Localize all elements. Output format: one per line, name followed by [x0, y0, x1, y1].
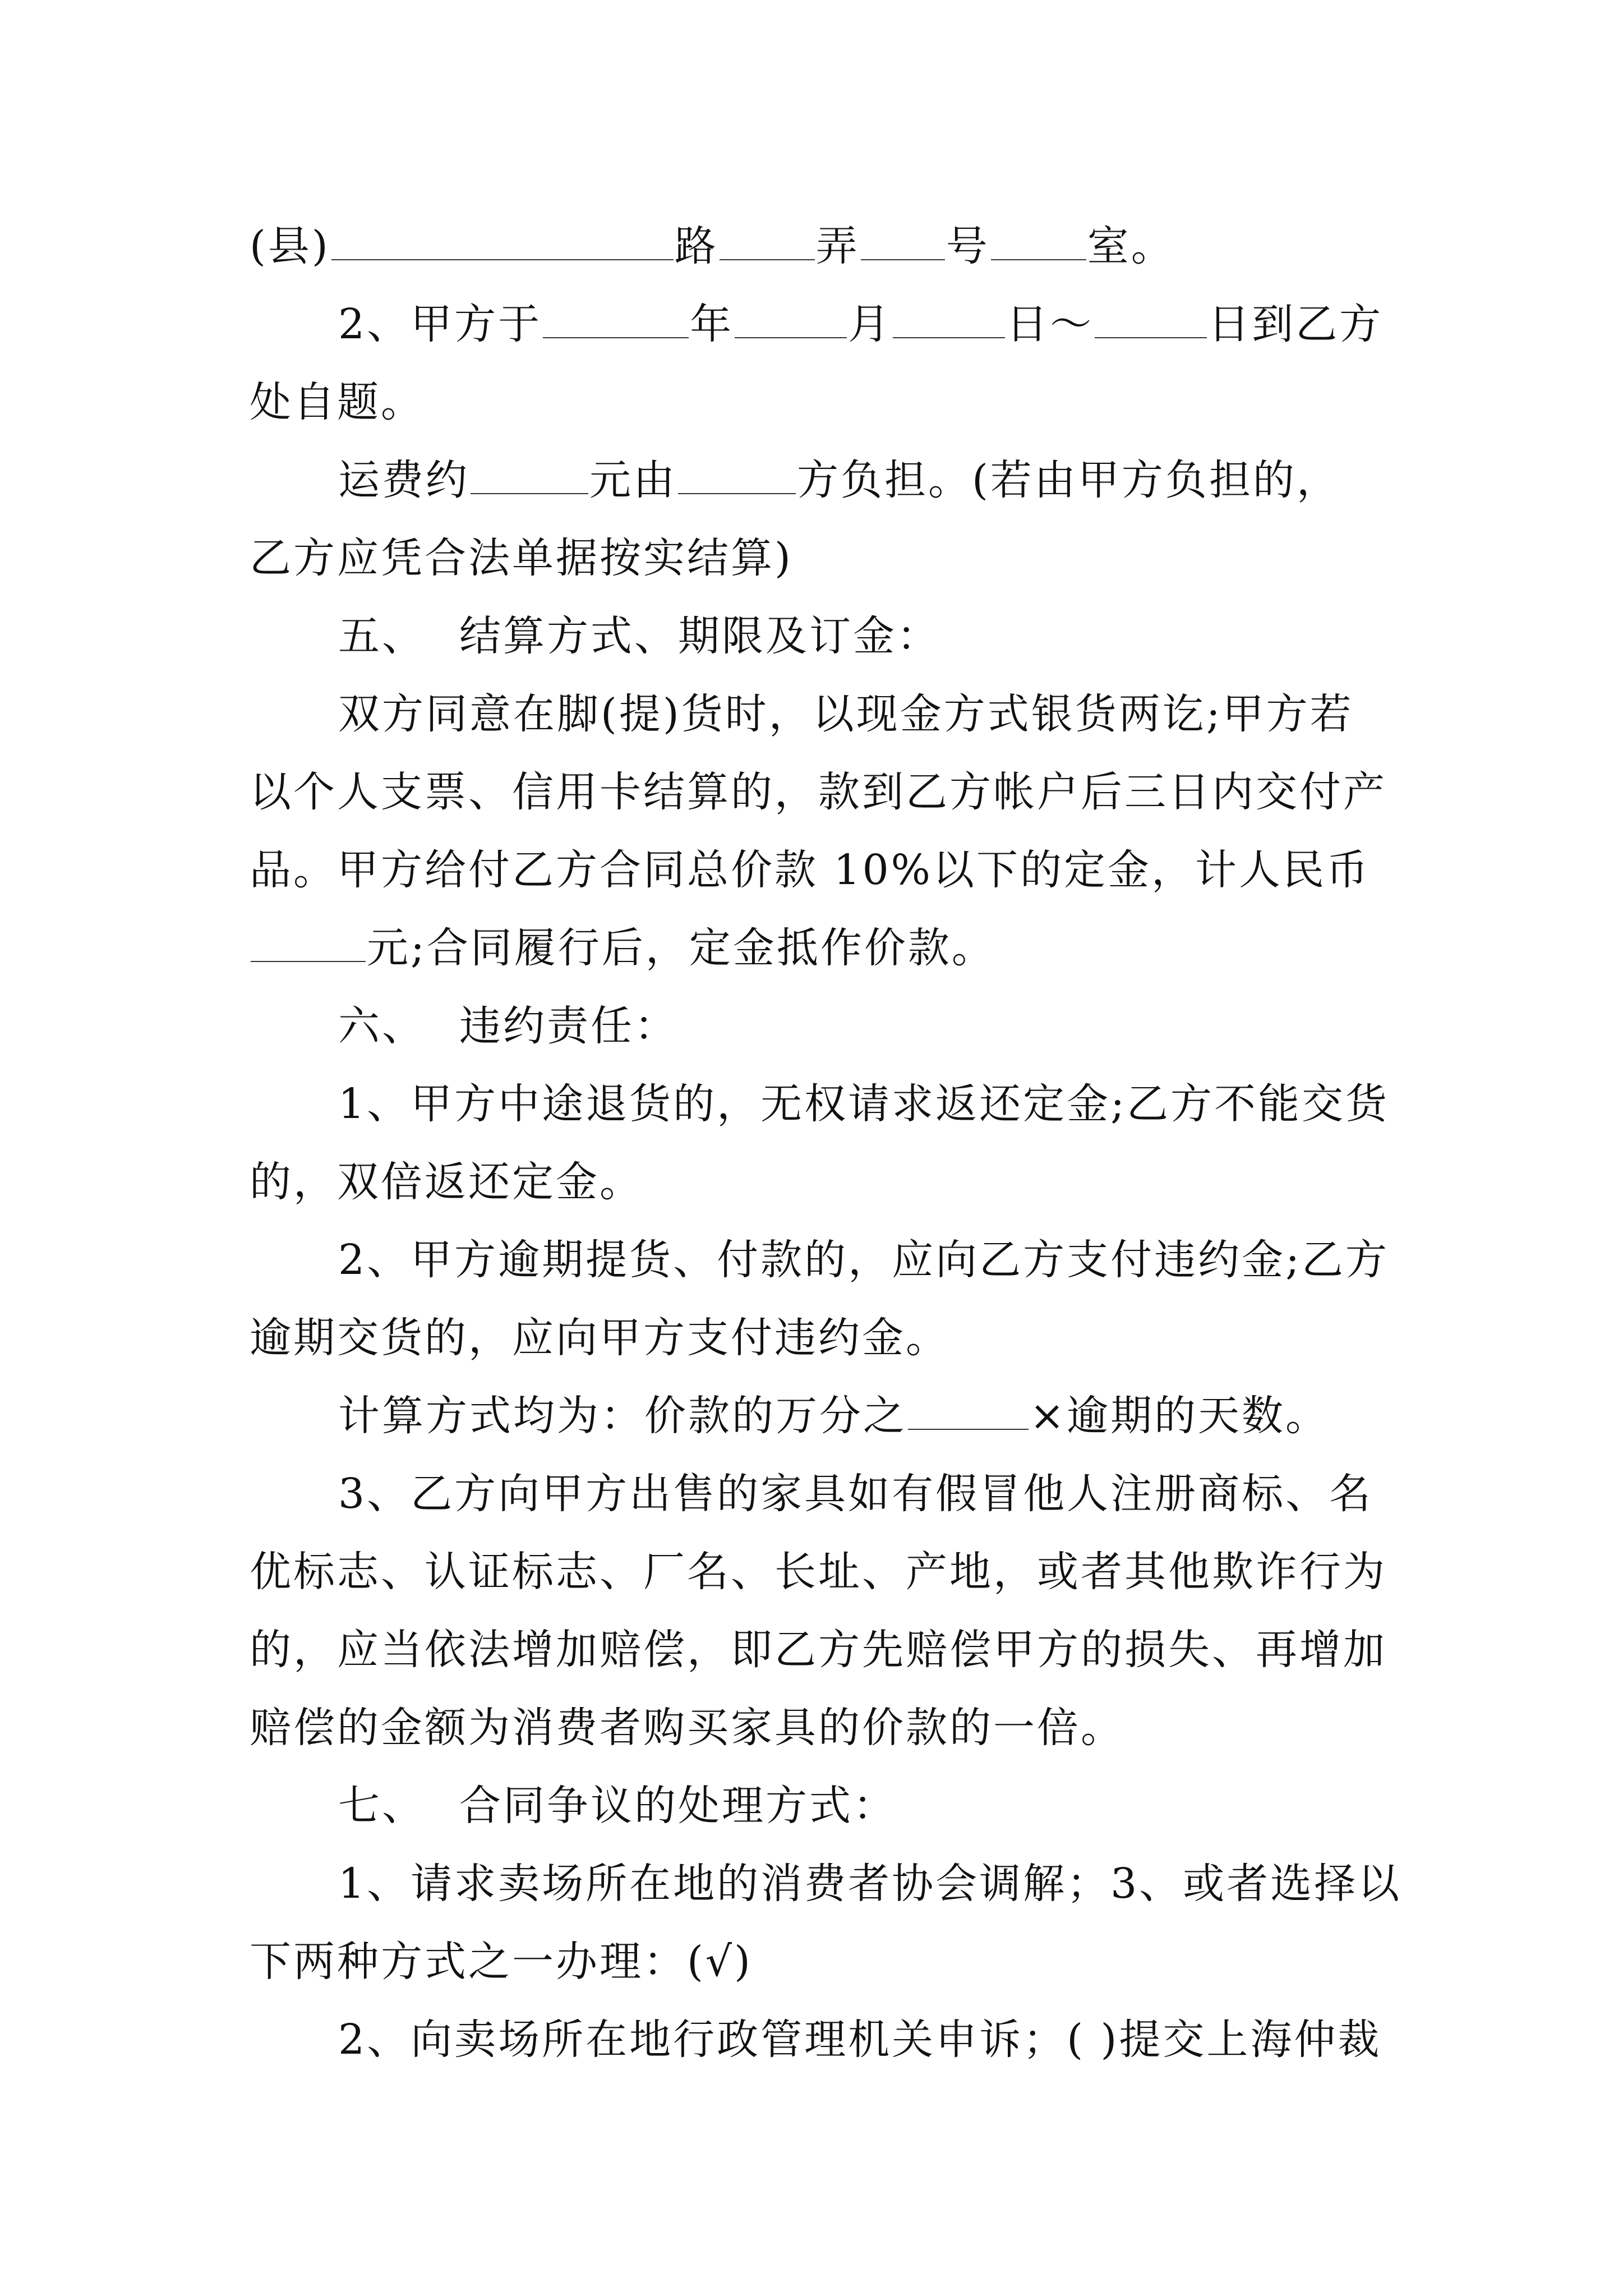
penalty-formula-line	[250, 1377, 1382, 1455]
section-6-title: 违约责任：	[459, 1002, 678, 1050]
freight-bear-text: 方负担。(若由甲方负担的，	[797, 456, 1340, 504]
paragraph-line: 的，应当依法增加赔偿，即乙方先赔偿甲方的损失、再增加	[250, 1626, 1387, 1674]
paragraph-line: 优标志、认证标志、厂名、长址、产地，或者其他欺诈行为	[250, 1548, 1387, 1596]
month-blank	[735, 298, 847, 338]
day-to-blank	[1095, 298, 1207, 338]
freight-line	[250, 441, 1382, 519]
paragraph-line: 2、甲方逾期提货、付款的，应向乙方支付违约金;乙方	[338, 1236, 1390, 1284]
section-6-heading	[250, 987, 1382, 1065]
section-5-heading	[250, 597, 1382, 675]
deposit-amount-blank	[251, 922, 366, 962]
pickup-text: 2、甲方于	[338, 300, 542, 348]
day-label: 日～	[1006, 300, 1094, 348]
address-line	[250, 208, 1382, 286]
penalty-rate-blank	[908, 1389, 1029, 1430]
year-label: 年	[690, 300, 734, 348]
pickup-date-line	[250, 286, 1382, 364]
county-label: (县)	[250, 222, 330, 270]
paragraph-line: 1、请求卖场所在地的消费者协会调解；3、或者选择以	[338, 1860, 1402, 1908]
freight-line-end: 乙方应凭合法单据按实结算)	[250, 534, 793, 582]
freight-text: 运费约	[338, 456, 469, 504]
paragraph-line: 的，双倍返还定金。	[250, 1158, 643, 1206]
section-7-number: 七、	[338, 1782, 426, 1830]
section-5-title: 结算方式、期限及订金：	[459, 612, 940, 660]
paragraph-line: 双方同意在脚(提)货时，以现金方式银货两讫;甲方若	[338, 690, 1354, 738]
section-7-heading	[250, 1767, 1382, 1845]
to-party-b-text: 日到乙方	[1208, 300, 1384, 348]
deposit-line	[250, 909, 1382, 987]
month-label: 月	[848, 300, 892, 348]
road-blank	[720, 220, 815, 260]
number-blank	[991, 220, 1086, 260]
room-label: 室。	[1087, 222, 1175, 270]
paragraph-line: 以个人支票、信用卡结算的，款到乙方帐户后三日内交付产	[250, 768, 1387, 816]
road-label: 路	[674, 222, 718, 270]
freight-party-blank	[678, 454, 796, 494]
paragraph-line: 赔偿的金额为消费者购买家具的价款的一倍。	[250, 1704, 1124, 1752]
paragraph-line: 下两种方式之一办理：(√)	[250, 1938, 753, 1986]
lane-label: 弄	[815, 222, 860, 270]
paragraph-line: 逾期交货的，应向甲方支付违约金。	[250, 1314, 949, 1362]
year-blank	[543, 298, 689, 338]
pickup-line-end: 处自题。	[250, 378, 425, 426]
freight-yuan-text: 元由	[589, 456, 677, 504]
penalty-days-text: ×逾期的天数。	[1030, 1392, 1330, 1440]
paragraph-line: 1、甲方中途退货的，无权请求返还定金;乙方不能交货	[338, 1080, 1390, 1128]
lane-blank	[861, 220, 945, 260]
deposit-text: 元;合同履行后，定金抵作价款。	[367, 924, 995, 972]
section-5-number: 五、	[338, 612, 426, 660]
paragraph-line: 3、乙方向甲方出售的家具如有假冒他人注册商标、名	[338, 1470, 1373, 1518]
contract-page	[250, 208, 1402, 2079]
freight-amount-blank	[471, 454, 588, 494]
paragraph-line: 2、向卖场所在地行政管理机关申诉；( )提交上海仲裁	[338, 2016, 1382, 2064]
section-7-title: 合同争议的处理方式：	[459, 1782, 897, 1830]
section-6-number: 六、	[338, 1002, 426, 1050]
number-label: 号	[946, 222, 990, 270]
county-blank	[331, 220, 674, 260]
day-from-blank	[893, 298, 1005, 338]
penalty-formula-text: 计算方式均为：价款的万分之	[338, 1392, 907, 1440]
paragraph-line: 品。甲方给付乙方合同总价款 10%以下的定金，计人民币	[250, 846, 1370, 894]
